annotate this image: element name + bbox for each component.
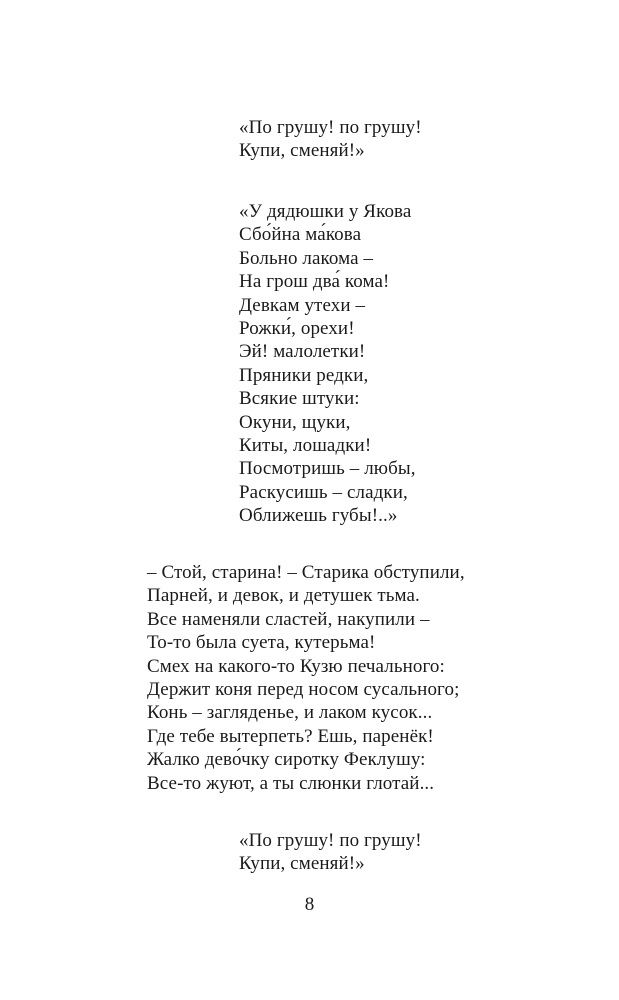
poem-line: – Стой, старина! – Старика обступили,: [147, 562, 465, 583]
poem-line: Смех на какого-то Кузю печального:: [147, 655, 445, 677]
poem-line: На грош два́ кома!: [239, 271, 390, 293]
poem-line: Жалко дево́чку сиротку Феклушу:: [147, 749, 426, 771]
poem-line: Девкам утехи –: [239, 294, 366, 316]
poem-line: Купи, сменяй!»: [239, 853, 365, 875]
poem-line: Рожки́, орехи!: [239, 318, 355, 340]
poem-line: Окуни, щуки,: [239, 411, 351, 433]
stanza-peddler-song: [239, 200, 416, 528]
poem-line: Больно лакома –: [239, 247, 374, 269]
stanza-narrative: [147, 561, 465, 795]
poem-line: То-то была суета, кутерьма!: [147, 632, 376, 654]
poem-line: Посмотришь – любы,: [239, 458, 416, 480]
poem-line: Пряники редки,: [239, 364, 369, 386]
stanza-refrain-top: [239, 116, 422, 163]
poem-line: Киты, лошадки!: [239, 435, 372, 457]
poem-line: Все-то жуют, а ты слюнки глотай...: [147, 772, 435, 794]
poem-line: Оближешь губы!..»: [239, 505, 398, 527]
poem-line: Сбо́йна ма́кова: [239, 224, 362, 246]
poem-line: Раскусишь – сладки,: [239, 481, 408, 503]
poem-line: Купи, сменяй!»: [239, 140, 365, 162]
poem-line: Парней, и девок, и детушек тьма.: [147, 585, 420, 607]
poem-line: Держит коня перед носом сусального;: [147, 679, 460, 701]
poem-line: Эй! малолетки!: [239, 341, 366, 363]
poem-line: «У дядюшки у Якова: [239, 201, 412, 222]
poem-line: «По грушу! по грушу!: [239, 830, 422, 851]
page-number: 8: [304, 894, 315, 915]
poem-line: Конь – загляденье, и лаком кусок...: [147, 702, 433, 724]
poem-line: «По грушу! по грушу!: [239, 117, 422, 138]
poem-line: Всякие штуки:: [239, 388, 360, 410]
poem-line: Все наменяли сластей, накупили –: [147, 608, 430, 630]
stanza-refrain-bottom: [239, 829, 422, 876]
poem-line: Где тебе вытерпеть? Ешь, паренёк!: [147, 725, 434, 747]
